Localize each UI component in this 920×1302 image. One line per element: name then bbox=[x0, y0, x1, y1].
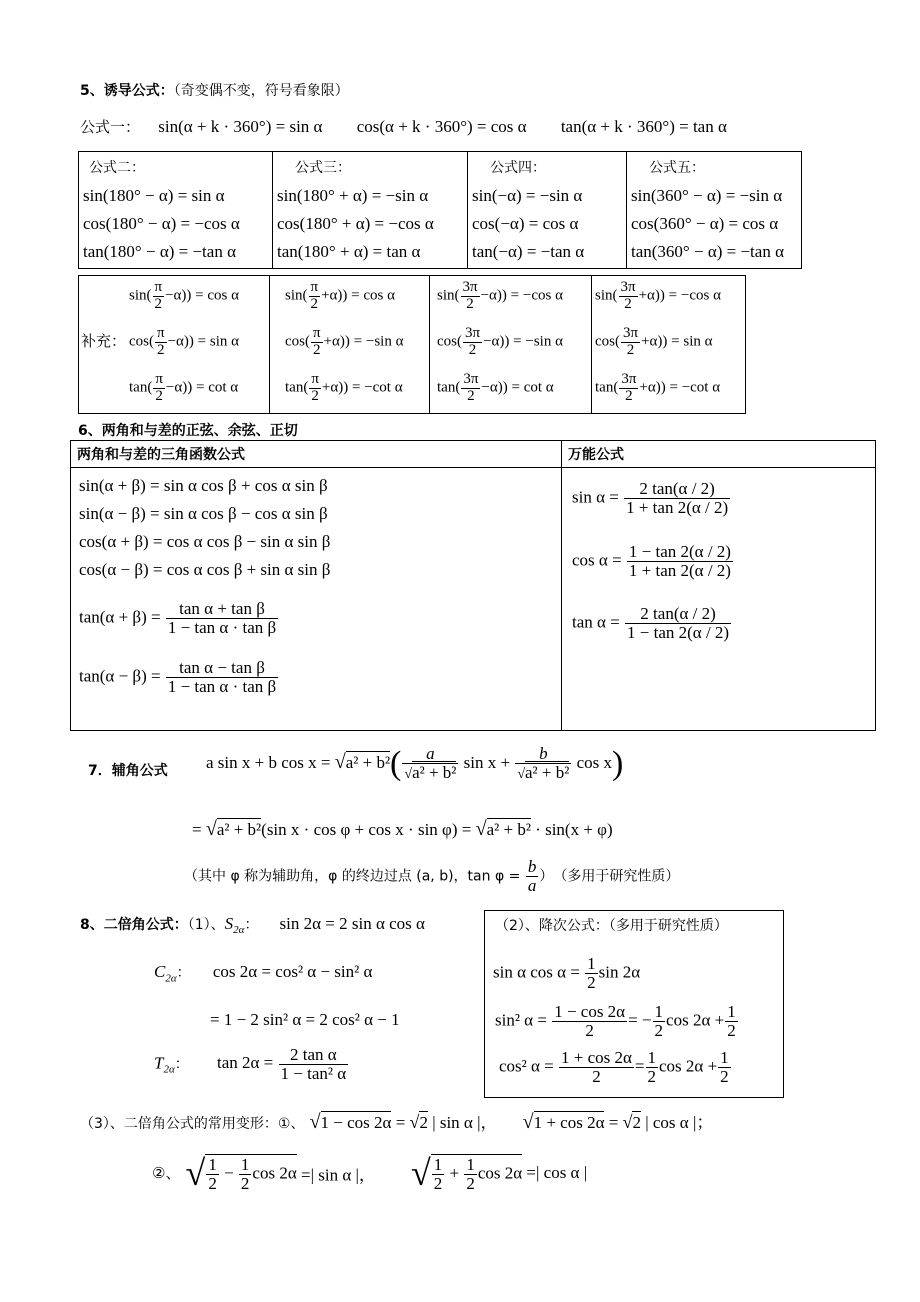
section-5-subtitle: （奇变偶不变，符号看象限） bbox=[173, 83, 349, 99]
supp-sign: − bbox=[165, 379, 175, 396]
half-den: 2 bbox=[654, 1020, 664, 1040]
formula-line: sin(180° + α) = −sin α bbox=[277, 186, 429, 205]
half-num: 1 bbox=[727, 1002, 736, 1021]
formula-1-tan: tan(α + k · 360°) = tan α bbox=[560, 117, 727, 136]
supp-func: tan( bbox=[285, 379, 309, 396]
reduction-formula-box bbox=[484, 910, 784, 1098]
half-den: 2 bbox=[240, 1173, 250, 1193]
supp-result: ) = −cos α bbox=[501, 287, 563, 304]
supp-alpha: α) bbox=[491, 333, 505, 350]
aux-den-radicand: a² + b² bbox=[525, 763, 570, 783]
half-den: 2 bbox=[720, 1066, 729, 1086]
supp-func: sin( bbox=[285, 287, 308, 304]
supp-alpha: α) bbox=[489, 287, 502, 304]
aux-radicand-3: a² + b² bbox=[486, 820, 531, 839]
aux-num-a: a bbox=[402, 745, 458, 764]
supp-func: sin( bbox=[129, 287, 152, 304]
column-divider bbox=[269, 276, 270, 413]
formula-3-cell bbox=[273, 152, 468, 269]
half-num: 1 bbox=[720, 1048, 729, 1067]
universal-sin bbox=[572, 480, 865, 517]
formula-2-cell bbox=[79, 152, 273, 269]
aux-note-b: ） （多用于研究性质） bbox=[539, 868, 680, 885]
supp-sign: + bbox=[639, 379, 648, 396]
half-den: 2 bbox=[727, 1020, 736, 1040]
supplement-formula bbox=[595, 326, 712, 359]
cos2a-term: cos 2α bbox=[252, 1162, 297, 1182]
universal-den: 1 + tan 2(α / 2) bbox=[626, 497, 729, 517]
reduction-title: （2）、降次公式：（多用于研究性质） bbox=[495, 918, 728, 934]
aux-note-fraction bbox=[526, 858, 539, 895]
supp-den: 2 bbox=[625, 387, 633, 404]
supp-sign: + bbox=[321, 379, 331, 396]
variant-eq: = bbox=[391, 1113, 410, 1132]
half-fraction bbox=[239, 1156, 252, 1193]
half-num: 1 bbox=[587, 954, 596, 973]
aux-end: · sin(x + φ) bbox=[530, 820, 613, 839]
reduction-rhs: sin 2α bbox=[598, 962, 641, 982]
variant-4-radicand bbox=[431, 1154, 522, 1193]
supp-num: π bbox=[154, 279, 163, 295]
universal-fraction bbox=[624, 480, 730, 517]
aux-den-b: √a² + b² bbox=[517, 763, 570, 783]
supp-func: cos( bbox=[285, 333, 310, 350]
supp-func: tan( bbox=[129, 379, 153, 396]
sum-diff-line: sin(α + β) = sin α cos β + cos α sin β bbox=[79, 476, 328, 495]
tan-diff-num: tan α − tan β bbox=[166, 659, 278, 678]
formula-line: cos(−α) = cos α bbox=[472, 214, 579, 233]
colon: ： bbox=[174, 1056, 189, 1073]
supp-num: 3π bbox=[465, 325, 481, 341]
aux-den-radicand: a² + b² bbox=[412, 763, 457, 783]
supplement-formula bbox=[129, 280, 239, 313]
supp-func: tan( bbox=[437, 379, 461, 396]
aux-note-num: b bbox=[527, 857, 537, 876]
variant-4: √ $\frac{1}{2}$ + $\frac{1}{2}$ cos 2α =| cos α | bbox=[410, 1153, 588, 1193]
aux-mid: (sin x · cos φ + cos x · sin φ) = bbox=[261, 820, 476, 839]
sum-difference-cell bbox=[71, 468, 562, 731]
formula-1-sin: sin(α + k · 360°) = sin α bbox=[158, 117, 323, 136]
supp-num: π bbox=[311, 371, 319, 387]
c2a-symbol: C bbox=[154, 962, 166, 981]
minus-sign: − bbox=[219, 1162, 238, 1182]
supp-result: ) = cot α bbox=[502, 379, 554, 396]
formulas-2-5-table bbox=[78, 151, 802, 269]
universal-fraction bbox=[627, 543, 733, 580]
supp-num: 3π bbox=[462, 279, 478, 295]
part-3-row bbox=[80, 1108, 713, 1134]
s2a-symbol: S bbox=[224, 914, 234, 933]
supp-alpha: α) bbox=[174, 379, 188, 396]
variant-eq: = bbox=[604, 1113, 623, 1132]
formula-5-cell bbox=[627, 152, 802, 269]
aux-note-den: a bbox=[527, 875, 537, 895]
universal-lhs: tan α = bbox=[572, 612, 620, 632]
supplement-formula bbox=[437, 372, 554, 405]
supp-alpha: α) bbox=[173, 287, 187, 304]
part-1-label: （1）、 bbox=[187, 917, 225, 933]
part-3-label: （3）、二倍角公式的常用变形：①、 bbox=[80, 1116, 305, 1132]
variant-2-result: | cos α |； bbox=[640, 1113, 714, 1132]
reduction-fraction bbox=[559, 1049, 634, 1086]
reduction-rhs: cos 2α + bbox=[659, 1056, 718, 1076]
supp-alpha: α) bbox=[647, 379, 661, 396]
supp-result: ) = −cot α bbox=[660, 379, 721, 396]
tan-sum-formula bbox=[79, 600, 553, 637]
half-num: 1 bbox=[208, 1154, 217, 1174]
supp-fraction bbox=[461, 372, 480, 405]
supp-fraction bbox=[153, 280, 165, 313]
supp-func: cos( bbox=[437, 333, 462, 350]
part-4-row bbox=[152, 1152, 587, 1194]
section-5-title bbox=[80, 80, 349, 100]
supp-result: ) = cos α bbox=[342, 287, 395, 304]
t2a-subscript: 2α bbox=[163, 1063, 175, 1076]
tan-diff-formula bbox=[79, 659, 553, 696]
c2a-row bbox=[154, 962, 372, 984]
supp-func: sin( bbox=[437, 287, 460, 304]
universal-lhs: sin α = bbox=[572, 487, 619, 507]
supp-num: 3π bbox=[463, 371, 479, 387]
half-fraction bbox=[718, 1049, 731, 1086]
tan-2a-den: 1 − tan² α bbox=[280, 1063, 347, 1083]
tan-sum-fraction bbox=[166, 600, 278, 637]
supp-fraction bbox=[619, 280, 638, 313]
universal-cell bbox=[562, 468, 876, 731]
supp-sign: − bbox=[167, 333, 177, 350]
tan-sum-den: 1 − tan α · tan β bbox=[167, 617, 277, 637]
aux-den-a: √a² + b² bbox=[404, 763, 457, 783]
tan-2a-fraction bbox=[279, 1046, 349, 1083]
formula-3-label: 公式三： bbox=[295, 160, 351, 176]
half-fraction bbox=[432, 1156, 445, 1193]
formula-2-label: 公式二： bbox=[89, 160, 145, 176]
formula-line: cos(360° − α) = cos α bbox=[631, 214, 779, 233]
universal-lhs: cos α = bbox=[572, 549, 622, 569]
half-num: 1 bbox=[240, 1154, 250, 1174]
plus-sign: + bbox=[445, 1162, 464, 1182]
supp-result: ) = −cos α bbox=[659, 287, 721, 304]
supp-sign: − bbox=[165, 287, 174, 304]
reduction-lhs: sin² α = bbox=[495, 1010, 547, 1030]
section-8-title bbox=[80, 914, 425, 936]
supp-func: cos( bbox=[129, 333, 154, 350]
sum-diff-line: cos(α + β) = cos α cos β − sin α sin β bbox=[79, 532, 331, 551]
supplement-formula bbox=[129, 326, 239, 359]
supp-den: 2 bbox=[155, 387, 163, 404]
reduction-line-2 bbox=[495, 1003, 739, 1040]
reduction-num: 1 − cos 2α bbox=[554, 1002, 626, 1021]
universal-num: 1 − tan 2(α / 2) bbox=[628, 541, 731, 561]
aux-sinx: sin x + bbox=[459, 752, 515, 772]
supplement-formula bbox=[437, 326, 563, 359]
universal-tan bbox=[572, 605, 865, 642]
supplement-box bbox=[78, 275, 746, 414]
formula-line: sin(−α) = −sin α bbox=[472, 186, 583, 205]
supplement-label: 补充： bbox=[81, 332, 127, 350]
half-num: 1 bbox=[647, 1048, 657, 1067]
section-7-title: 7．辅角公式 bbox=[88, 763, 168, 779]
supplement-formula bbox=[285, 280, 395, 313]
supplement-formula bbox=[437, 280, 563, 313]
formula-4-cell bbox=[468, 152, 627, 269]
supp-result: ) = −sin α bbox=[344, 333, 404, 350]
sum-diff-line: cos(α − β) = cos α cos β + sin α sin β bbox=[79, 560, 331, 579]
supp-num: 3π bbox=[620, 279, 636, 295]
supplement-formula bbox=[285, 372, 403, 405]
supplement-formula bbox=[129, 372, 238, 405]
formula-line: tan(180° + α) = tan α bbox=[277, 242, 421, 261]
tan-diff-fraction bbox=[166, 659, 278, 696]
column-divider bbox=[429, 276, 430, 413]
half-den: 2 bbox=[208, 1173, 217, 1193]
aux-num-b: b bbox=[515, 745, 571, 764]
supp-sign: − bbox=[480, 287, 490, 304]
variant-2: √1 + cos 2α = √2 | cos α |； bbox=[522, 1111, 714, 1133]
t2a-symbol: T bbox=[154, 1053, 164, 1073]
aux-radicand: a² + b² bbox=[345, 752, 391, 772]
reduction-mid: = − bbox=[628, 1010, 652, 1030]
formula-line: cos(180° + α) = −cos α bbox=[277, 214, 434, 233]
reduction-line-3 bbox=[499, 1049, 732, 1086]
aux-eq: = bbox=[192, 820, 206, 839]
supp-den: 2 bbox=[624, 295, 632, 312]
supp-alpha: α) bbox=[647, 287, 660, 304]
variant-4-result: =| cos α | bbox=[522, 1163, 588, 1182]
formula-line: cos(180° − α) = −cos α bbox=[83, 214, 240, 233]
supp-fraction bbox=[311, 326, 323, 359]
supp-sign: − bbox=[481, 379, 490, 396]
supp-den: 2 bbox=[468, 341, 477, 358]
universal-den: 1 − tan 2(α / 2) bbox=[627, 623, 730, 643]
reduction-den: 2 bbox=[585, 1020, 594, 1040]
sum-difference-table bbox=[70, 440, 876, 731]
supp-sign: + bbox=[321, 287, 330, 304]
aux-cosx: cos x bbox=[572, 752, 613, 772]
supp-den: 2 bbox=[311, 387, 319, 404]
aux-fraction-a bbox=[402, 745, 458, 783]
variant-1-radicand: 1 − cos 2α bbox=[320, 1113, 392, 1132]
cos-2a-formula-1: cos 2α = cos² α − sin² α bbox=[212, 962, 373, 981]
supp-alpha: α) bbox=[329, 287, 343, 304]
formula-line: sin(180° − α) = sin α bbox=[83, 186, 225, 205]
supp-den: 2 bbox=[467, 387, 475, 404]
formula-line: tan(360° − α) = −tan α bbox=[631, 242, 784, 261]
supp-fraction bbox=[463, 326, 482, 359]
formula-1-row bbox=[80, 116, 727, 137]
supp-func: sin( bbox=[595, 287, 618, 304]
reduction-rhs: cos 2α + bbox=[666, 1010, 725, 1030]
aux-radicand-2: a² + b² bbox=[216, 820, 262, 839]
supp-num: 3π bbox=[621, 371, 637, 387]
supp-alpha: α) bbox=[330, 379, 344, 396]
formula-4-label: 公式四： bbox=[490, 160, 546, 176]
tan-diff-lhs: tan(α − β) = bbox=[79, 665, 161, 685]
sin-2a-formula: sin 2α = 2 sin α cos α bbox=[279, 914, 425, 933]
reduction-mid: = bbox=[634, 1056, 645, 1076]
auxiliary-note bbox=[184, 858, 679, 895]
reduction-lhs: cos² α = bbox=[499, 1056, 554, 1076]
variant-3: √ $\frac{1}{2}$ − $\frac{1}{2}$ cos 2α =| sin α |， bbox=[185, 1153, 376, 1193]
formula-line: sin(360° − α) = −sin α bbox=[631, 186, 783, 205]
supp-den: 2 bbox=[154, 295, 163, 312]
formula-1-label: 公式一： bbox=[80, 118, 141, 136]
supplement-formula bbox=[595, 280, 721, 313]
colon: ： bbox=[244, 917, 259, 933]
supp-fraction bbox=[309, 372, 321, 405]
supp-num: π bbox=[310, 279, 319, 295]
auxiliary-angle-formula: a sin x + b cos x = √a² + b²( $\frac{a}{\text{√a² + b²}}$ sin x + $\frac{b}{\text{√a² + b²}}$ cos x) bbox=[206, 744, 624, 783]
supp-sign: + bbox=[323, 333, 333, 350]
half-fraction bbox=[206, 1156, 219, 1193]
reduction-lhs: sin α cos α = bbox=[493, 962, 580, 982]
supp-den: 2 bbox=[626, 341, 635, 358]
variant-3-radicand bbox=[205, 1154, 296, 1193]
tan-diff-den: 1 − tan α · tan β bbox=[167, 676, 277, 696]
half-fraction bbox=[725, 1003, 738, 1040]
sum-difference-header: 两角和与差的三角函数公式 bbox=[71, 441, 562, 468]
sqrt-2: 2 bbox=[632, 1113, 641, 1132]
supp-den: 2 bbox=[466, 295, 474, 312]
supp-result: ) = sin α bbox=[662, 333, 713, 350]
reduction-den: 2 bbox=[592, 1066, 601, 1086]
s2a-subscript: 2α bbox=[233, 924, 245, 937]
supp-den: 2 bbox=[157, 341, 165, 358]
half-den: 2 bbox=[647, 1066, 657, 1086]
variant-1: √1 − cos 2α = √2 | sin α |， bbox=[309, 1111, 498, 1133]
tan-2a-lhs: tan 2α = bbox=[217, 1053, 274, 1073]
t2a-row bbox=[154, 1046, 349, 1083]
supp-result: ) = cot α bbox=[187, 379, 239, 396]
half-den: 2 bbox=[587, 972, 596, 992]
supp-num: π bbox=[313, 325, 321, 341]
supp-fraction bbox=[153, 372, 165, 405]
tan-sum-num: tan α + tan β bbox=[166, 600, 278, 619]
half-den: 2 bbox=[433, 1173, 443, 1193]
supp-num: π bbox=[155, 371, 163, 387]
supp-alpha: α) bbox=[332, 333, 345, 350]
sum-diff-line: sin(α − β) = sin α cos β − cos α sin β bbox=[79, 504, 328, 523]
sqrt-2: 2 bbox=[419, 1113, 428, 1132]
supp-result: ) = −cot α bbox=[343, 379, 403, 396]
section-8-heading: 8、二倍角公式： bbox=[80, 917, 188, 933]
supp-fraction bbox=[309, 280, 321, 313]
cos-2a-formula-2: = 1 − 2 sin² α = 2 cos² α − 1 bbox=[210, 1010, 400, 1029]
universal-cos bbox=[572, 543, 865, 580]
cos2a-term: cos 2α bbox=[477, 1162, 523, 1182]
supp-fraction bbox=[621, 326, 640, 359]
section-6-title: 6、两角和与差的正弦、余弦、正切 bbox=[78, 423, 298, 439]
supp-den: 2 bbox=[310, 295, 319, 312]
part-4-label: ②、 bbox=[152, 1163, 181, 1182]
universal-num: 2 tan(α / 2) bbox=[625, 605, 731, 624]
supp-alpha: α) bbox=[489, 379, 503, 396]
half-fraction bbox=[646, 1049, 659, 1086]
supplement-formula bbox=[285, 326, 403, 359]
formula-line: tan(180° − α) = −tan α bbox=[83, 242, 236, 261]
half-fraction bbox=[653, 1003, 666, 1040]
c2a-subscript: 2α bbox=[165, 972, 177, 985]
reduction-num: 1 + cos 2α bbox=[561, 1048, 632, 1067]
supp-result: ) = sin α bbox=[188, 333, 239, 350]
tan-2a-num: 2 tan α bbox=[279, 1046, 349, 1065]
universal-num: 2 tan(α / 2) bbox=[624, 480, 730, 499]
aux-note-a: （其中 φ 称为辅助角，φ 的终边过点 (a, b)，tan φ = bbox=[184, 868, 525, 885]
column-divider bbox=[591, 276, 592, 413]
supp-fraction bbox=[619, 372, 638, 405]
supp-sign: + bbox=[638, 287, 648, 304]
half-fraction bbox=[585, 955, 598, 992]
supp-sign: + bbox=[641, 333, 650, 350]
colon: ： bbox=[176, 965, 191, 981]
section-5-heading: 5、诱导公式： bbox=[80, 83, 174, 99]
supp-func: cos( bbox=[595, 333, 620, 350]
aux-lhs: a sin x + b cos x = bbox=[206, 752, 335, 772]
universal-header: 万能公式 bbox=[562, 441, 876, 468]
half-num: 1 bbox=[433, 1154, 443, 1174]
half-den: 2 bbox=[466, 1173, 475, 1193]
formula-5-label: 公式五： bbox=[649, 160, 705, 176]
variant-3-result: =| sin α |， bbox=[296, 1165, 376, 1185]
tan-sum-lhs: tan(α + β) = bbox=[79, 607, 161, 627]
supp-num: 3π bbox=[623, 325, 639, 341]
formula-1-cos: cos(α + k · 360°) = cos α bbox=[356, 117, 527, 136]
supp-fraction bbox=[155, 326, 167, 359]
half-num: 1 bbox=[466, 1154, 475, 1174]
aux-fraction-b bbox=[515, 745, 571, 783]
variant-2-radicand: 1 + cos 2α bbox=[533, 1113, 605, 1132]
reduction-line-1 bbox=[493, 955, 640, 992]
supp-func: tan( bbox=[595, 379, 619, 396]
variant-1-result: | sin α |， bbox=[427, 1113, 498, 1132]
supp-fraction bbox=[461, 280, 480, 313]
supplement-formula bbox=[595, 372, 720, 405]
supp-sign: − bbox=[483, 333, 492, 350]
reduction-fraction bbox=[552, 1003, 627, 1040]
supp-result: ) = cos α bbox=[186, 287, 239, 304]
universal-den: 1 + tan 2(α / 2) bbox=[628, 560, 731, 580]
half-num: 1 bbox=[654, 1002, 664, 1021]
half-fraction bbox=[464, 1156, 477, 1193]
supp-alpha: α) bbox=[649, 333, 663, 350]
supp-alpha: α) bbox=[176, 333, 189, 350]
supp-result: ) = −sin α bbox=[504, 333, 563, 350]
supp-den: 2 bbox=[313, 341, 321, 358]
formula-line: tan(−α) = −tan α bbox=[472, 242, 585, 261]
auxiliary-line-2: = √a² + b²(sin x · cos φ + cos x · sin φ) = √a² + b² · sin(x + φ) bbox=[192, 818, 613, 840]
supp-num: π bbox=[157, 325, 165, 341]
universal-fraction bbox=[625, 605, 731, 642]
